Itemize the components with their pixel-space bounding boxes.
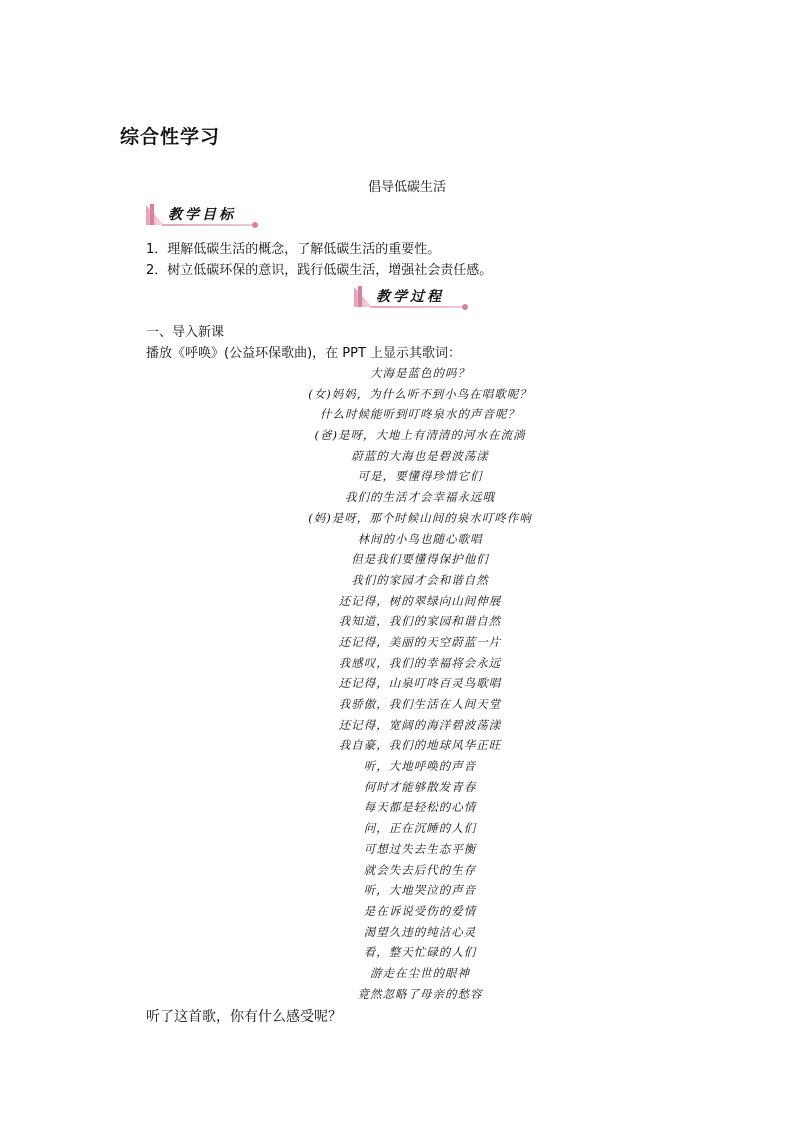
lyric-line: 何时才能够散发青春 bbox=[363, 779, 477, 794]
banner-underline bbox=[370, 306, 464, 308]
lyric-line: 我知道，我们的家园和谐自然 bbox=[338, 614, 502, 629]
lyric-line: 听，大地哭泣的声音 bbox=[363, 883, 477, 898]
section-heading: 一、导入新课 bbox=[146, 325, 225, 340]
lyric-line: 还记得，美丽的天空蔚蓝一片 bbox=[338, 634, 502, 649]
lyric-line: (妈)是呀，那个时候山间的泉水叮咚作响 bbox=[308, 510, 532, 525]
closing-question: 听了这首歌，你有什么感受呢？ bbox=[146, 1009, 342, 1025]
banner-dot-icon bbox=[462, 304, 468, 310]
banner-dot-icon bbox=[252, 222, 258, 228]
lyric-line: 每天都是轻松的心情 bbox=[363, 800, 477, 815]
goal-item-2: 2．树立低碳环保的意识，践行低碳生活，增强社会责任感。 bbox=[146, 263, 493, 278]
lyric-line: 但是我们要懂得保护他们 bbox=[351, 552, 489, 567]
lyric-line: 游走在尘世的眼神 bbox=[370, 965, 470, 980]
lyric-line: (女)妈妈，为什么听不到小鸟在唱歌呢？ bbox=[308, 386, 532, 401]
lyric-line: 大海是蓝色的吗？ bbox=[370, 366, 470, 380]
banner-bar-icon bbox=[150, 204, 154, 225]
lyric-line: 可想过失去生态平衡 bbox=[363, 841, 477, 856]
lyric-line: 是在诉说受伤的爱情 bbox=[363, 903, 477, 918]
lyric-line: 林间的小鸟也随心歌唱 bbox=[357, 531, 483, 546]
lesson-subtitle: 倡导低碳生活 bbox=[367, 180, 446, 195]
lyric-line: 可是，要懂得珍惜它们 bbox=[357, 469, 483, 484]
teaching-goals-label: 教学目标 bbox=[168, 207, 236, 223]
lyric-line: 我自豪，我们的地球风华正旺 bbox=[338, 738, 502, 753]
lyric-line: 我感叹，我们的幸福将会永远 bbox=[338, 655, 502, 670]
goal-item-1: 1．理解低碳生活的概念，了解低碳生活的重要性。 bbox=[146, 242, 441, 257]
lyric-line: 我骄傲，我们生活在人间天堂 bbox=[338, 697, 502, 711]
lyric-line: 还记得，宽阔的海洋碧波荡漾 bbox=[338, 717, 502, 732]
lyric-line: 还记得，山泉叮咚百灵鸟歌唱 bbox=[338, 676, 502, 691]
banner-bar-icon bbox=[358, 286, 362, 307]
intro-paragraph: 播放《呼唤》(公益环保歌曲)，在 PPT 上显示其歌词： bbox=[146, 346, 462, 361]
lyric-line: 看，整天忙碌的人们 bbox=[363, 945, 477, 960]
lyric-line: 就会失去后代的生存 bbox=[363, 862, 477, 877]
lyric-line: 问，正在沉睡的人们 bbox=[363, 821, 477, 836]
lyric-line: 竟然忽略了母亲的愁容 bbox=[357, 986, 483, 1001]
teaching-process-banner bbox=[354, 286, 470, 308]
teaching-goals-banner bbox=[146, 204, 260, 226]
lyric-line: 我们的家园才会和谐自然 bbox=[351, 572, 489, 587]
lyric-line: 蔚蓝的大海也是碧波荡漾 bbox=[351, 448, 489, 463]
lyric-line: (爸)是呀，大地上有清清的河水在流淌 bbox=[314, 428, 526, 443]
lyric-line: 什么时候能听到叮咚泉水的声音呢？ bbox=[320, 407, 520, 422]
lyric-line: 听，大地呼唤的声音 bbox=[363, 759, 477, 774]
banner-flag-icon bbox=[354, 287, 372, 307]
banner-flag-icon bbox=[146, 205, 164, 225]
page-title: 综合性学习 bbox=[120, 126, 221, 148]
lyric-line: 还记得，树的翠绿向山间伸展 bbox=[338, 593, 502, 608]
teaching-process-label: 教学过程 bbox=[376, 289, 444, 305]
lyric-line: 我们的生活才会幸福永远哦 bbox=[345, 490, 495, 505]
lyric-line: 渴望久违的纯洁心灵 bbox=[363, 924, 477, 939]
lyrics-list bbox=[230, 363, 610, 1004]
banner-underline bbox=[162, 224, 254, 226]
